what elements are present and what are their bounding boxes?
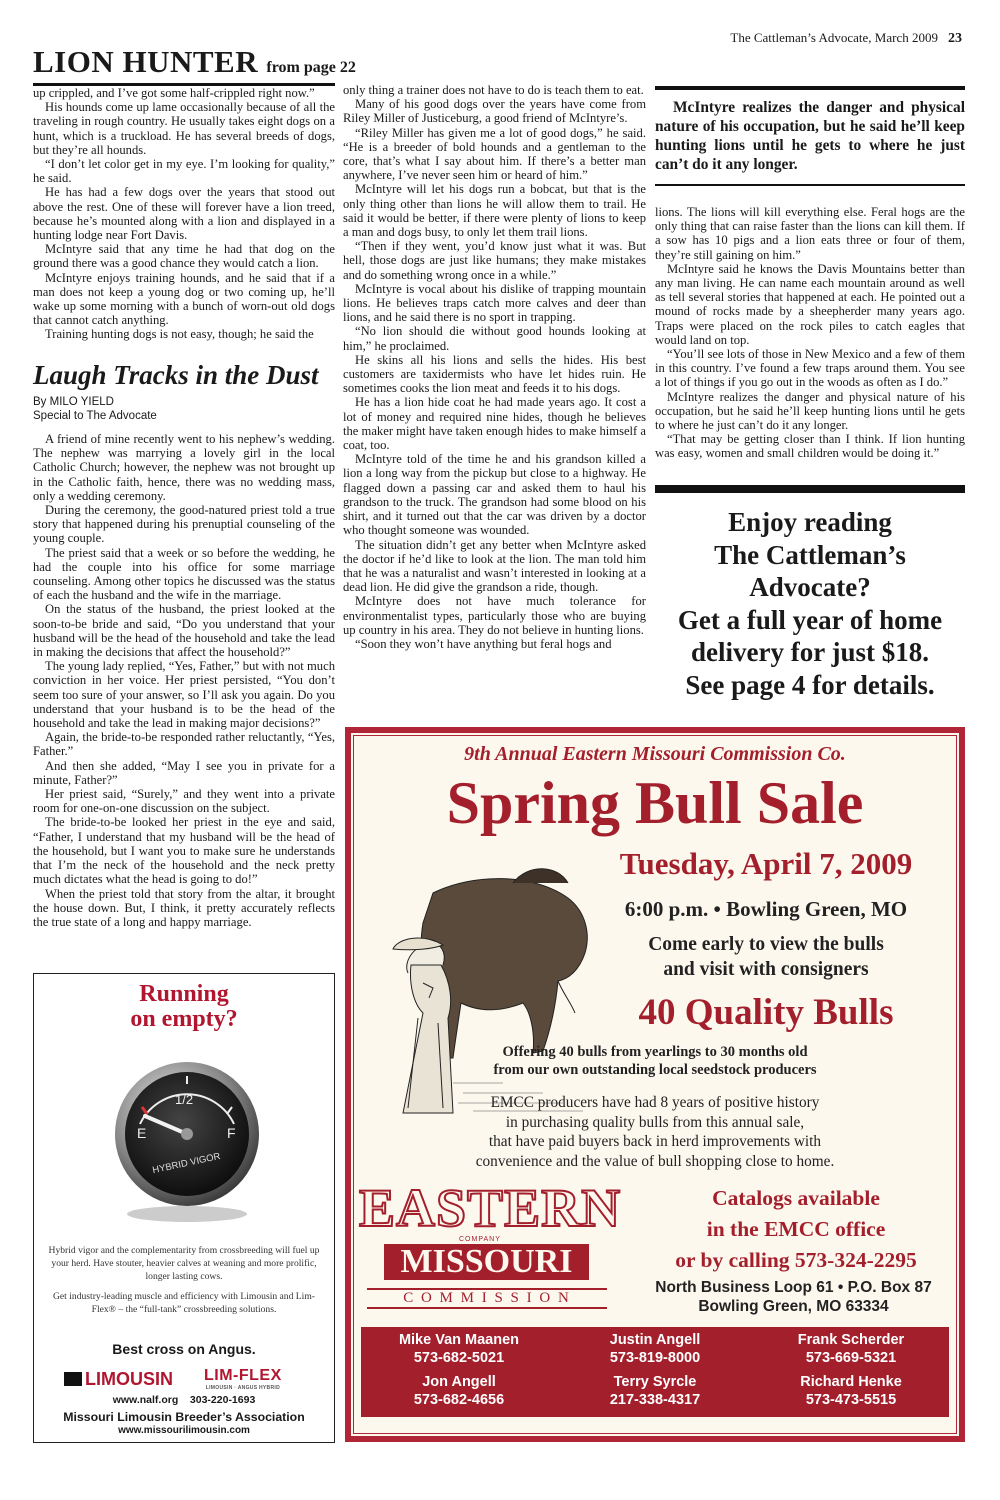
continued-from: from page 22 — [266, 59, 356, 76]
sale-date: Tuesday, April 7, 2009 — [619, 846, 913, 881]
paragraph: He skins all his lions and sells the hides. His best customers are taxidermists who have let hides ruin. He sometimes cooks the lion meat and feeds it to his dogs. — [343, 352, 646, 396]
paragraph: lions. The lions will kill everything else. Feral hogs are the only thing that can raise faster than the lions can kill them. If a sow has 10 pigs and a lion eats three or four of them, they’re still gaining on him.” — [655, 205, 965, 262]
association-website[interactable]: www.missourilimousin.com — [118, 1425, 250, 1436]
paragraph: McIntyre told of the time he and his grandson killed a lion a long way from the pickup but close to a highway. He flagged down a passing car and asked them to haul his grandson to the truck. The grandson had some blood on his shirt, and it turned out that the car was driven by a doctor who thought someone was wounded. — [343, 452, 646, 538]
paragraph: McIntyre said that any time he had that dog on the ground there was a good chance they would catch a lion. — [33, 242, 335, 271]
catalog-phone: or by calling 573-324-2295 — [675, 1248, 917, 1272]
contact-phone: 573-473-5515 — [805, 1392, 897, 1408]
paragraph: “Soon they won’t have anything but feral hogs and — [355, 636, 612, 651]
paragraph: “Then if they went, you’d know just what it was. But hell, those dogs are just like humans; they make mistakes and do something wrong once in a while.” — [343, 239, 646, 282]
paragraph: When the priest told that story from the altar, it brought the house down. But, I think, it pretty accurately reflects the true state of a long and happy marriage. — [33, 886, 335, 929]
ad-description-2: Get industry-leading muscle and efficiency with Limousin and Lim-Flex® – the “full-tank” crossbreeding solutions. — [53, 1291, 315, 1315]
paragraph: “Riley Miller has given me a lot of good dogs,” he said. “He is a breeder of bold hounds and a gentleman to the core, that’s what I say about him. If there’s a better man anywhere, I’ve never seen him or heard of him.” — [343, 125, 646, 183]
brand-logos — [64, 1365, 304, 1393]
paragraph: And then she added, “May I see you in private for a minute, Father?” — [33, 758, 335, 787]
emcc-line: EMCC producers have had 8 years of positive history — [490, 1094, 820, 1111]
publication-line: The Cattleman’s Advocate, March 2009 — [730, 30, 938, 45]
phone-number: 303-220-1693 — [189, 1394, 256, 1406]
paragraph: The young lady replied, “Yes, Father,” but with not much conviction in her voice. Her priest persisted, “You don’t seem too sure of your answer, so I’ll ask you again. Do you understand that your husband is to be the head of the household and take the lead in making major decisions?” — [33, 659, 335, 731]
association-name: Missouri Limousin Breeder’s Association — [63, 1410, 305, 1424]
limflex-logo — [204, 1367, 282, 1391]
contact-phone: 573-682-4656 — [413, 1392, 505, 1408]
promo-line: delivery for just $18. — [691, 637, 929, 667]
paragraph: “No lion should die without good hounds looking at him,” he proclaimed. — [343, 324, 646, 353]
contact-phone: 573-669-5321 — [805, 1350, 897, 1366]
logo-company: COMPANY — [459, 1236, 501, 1243]
paragraph: “That may be getting closer than I think. If lion hunting was easy, women and small children would be doing it.” — [655, 432, 965, 461]
tagline: Best cross on Angus. — [112, 1341, 256, 1357]
contact-name: Jon Angell — [422, 1374, 496, 1390]
come-early-text — [586, 932, 946, 982]
lion-hunter-header — [33, 44, 356, 80]
emcc-logo — [359, 1178, 622, 1322]
paragraph: McIntyre said he knows the Davis Mountains better than any man living. He can name each mountain around as well as tell several stories that happened at each. He pointed out a mound of rocks made by a sheepherder many years ago. Traps were placed on the rock piles to catch eagles that would land on top. — [655, 261, 965, 347]
author: By MILO YIELD — [33, 396, 114, 408]
quality-bulls-heading: 40 Quality Bulls — [638, 992, 894, 1033]
offering-line: Offering 40 bulls from yearlings to 30 months old — [502, 1044, 808, 1060]
pull-quote-text: McIntyre realizes the danger and physical nature of his occupation, but he said he’ll keep hunting lions until he gets to where he just can’t do it any longer. — [655, 99, 965, 173]
contact-name: Mike Van Maanen — [398, 1332, 520, 1348]
logo-missouri: MISSOURI — [400, 1243, 573, 1280]
contact-phone: 573-819-8000 — [609, 1350, 701, 1366]
paragraph: His hounds come up lame occasionally because of all the traveling in rough country. He usually takes eight dogs on a hunt, which is a truckload. He has several breeds of dogs, but they’re all hounds. — [33, 100, 335, 157]
catalog-line: Catalogs available — [712, 1186, 880, 1210]
paragraph: Again, the bride-to-be responded rather reluctantly, “Yes, Father.” — [33, 730, 335, 759]
promo-line: Advocate? — [749, 572, 871, 602]
paragraph: The priest said that a week or so before the wedding, he had the couple into his office for some marriage counseling. Among other topics he discussed was the status of each the husband and the wife in the marriage. — [33, 545, 335, 603]
come-early-line: and visit with consigners — [663, 959, 869, 980]
paragraph: During the ceremony, the good-natured priest told a true story that happened during his prenuptial counseling of the young couple. — [33, 503, 335, 546]
come-early-line: Come early to view the bulls — [648, 934, 884, 955]
contact-card — [361, 1331, 557, 1367]
paragraph: He has a lion hide coat he had made years ago. It cost a lot of money and required nine hides, though he believes the maker might have taken enough hides to make himself a coat, too. — [343, 395, 646, 453]
lion-hunter-col2 — [343, 83, 646, 699]
logo-commission: C O M M I S S I O N — [367, 1288, 607, 1309]
paragraph: On the status of the husband, the priest looked at the soon-to-be bride and said, “Do you understand that your husband will be the head of the household and take the lead in making the decisions that affect the household?” — [33, 602, 335, 660]
headline-line: on empty? — [130, 1006, 238, 1032]
offering-text — [351, 1043, 959, 1079]
bull-and-rancher-illustration — [363, 853, 603, 1123]
contacts-grid — [361, 1327, 949, 1409]
paragraph: McIntyre does not have much tolerance for environmentalist types, particularly those who are buying up country in his area. They do not believe in hunting lions. — [343, 594, 646, 637]
special-credit: Special to The Advocate — [33, 410, 157, 422]
paragraph: “I don’t let color get in my eye. I’m looking for quality,” he said. — [33, 157, 335, 186]
bull-sale-ad — [345, 727, 965, 1442]
lion-hunter-col1 — [33, 86, 335, 342]
annual-heading: 9th Annual Eastern Missouri Commission Co. — [464, 743, 846, 765]
contact-phone: 217-338-4317 — [609, 1392, 701, 1408]
paragraph: only thing a trainer does not have to do is teach them to eat. — [343, 83, 644, 97]
subscription-promo — [655, 506, 965, 701]
laugh-tracks-body — [33, 432, 335, 929]
contact-name: Justin Angell — [609, 1332, 701, 1348]
ad-headline — [34, 982, 334, 1032]
headline-line: Running — [139, 981, 229, 1007]
paragraph: The bride-to-be looked her priest in the eye and said, “Father, I understand that my husband will be the head of the household, but I want you to make sure he understands that I’m the neck of the household and the neck pretty much dictates what the head is going to do!” — [33, 815, 335, 887]
fuel-gauge-icon — [112, 1054, 262, 1224]
contact-line — [34, 1394, 334, 1406]
gauge-caption: HYBRID VIGOR — [151, 1150, 222, 1177]
contact-card — [557, 1373, 753, 1409]
address-line: North Business Loop 61 • P.O. Box 87 — [655, 1279, 932, 1296]
contact-card — [361, 1373, 557, 1409]
offering-line: from our own outstanding local seedstock producers — [493, 1062, 817, 1078]
limousin-logo-text: LIMOUSIN — [85, 1369, 173, 1389]
emcc-line: convenience and the value of bull shopping close to home. — [475, 1152, 835, 1170]
lion-hunter-col3 — [655, 205, 965, 461]
contact-name: Richard Henke — [800, 1374, 902, 1390]
ad-description: Hybrid vigor and the complementarity from crossbreeding will fuel up your herd. Have stouter, heavier calves at weaning and more prolific, longer lasting cows. — [48, 1245, 320, 1282]
paragraph: McIntyre realizes the danger and physical nature of his occupation, but he said he’ll keep hunting lions until he gets to where he just can’t do it any longer. — [655, 389, 965, 433]
page-number: 23 — [948, 31, 962, 46]
contact-card — [557, 1331, 753, 1367]
limflex-logo-text: LIM-FLEX — [204, 1367, 282, 1384]
emcc-history-text — [351, 1093, 959, 1171]
gauge-full-label: F — [227, 1125, 236, 1141]
gauge-empty-label: E — [137, 1125, 147, 1141]
running-head — [730, 30, 962, 47]
promo-line: Enjoy reading — [728, 507, 892, 537]
catalog-info — [631, 1183, 961, 1276]
contact-name: Frank Scherder — [797, 1332, 905, 1348]
paragraph: up crippled, and I’ve got some half-crippled right now.” — [33, 86, 315, 100]
paragraph: Her priest said, “Surely,” and they went into a private room for one-on-one discussion on the subject. — [33, 787, 335, 816]
limousin-ad — [33, 973, 335, 1443]
catalog-line: in the EMCC office — [706, 1217, 886, 1241]
paragraph: “You’ll see lots of those in New Mexico and a few of them in this country. I’ve found a few traps around them. You see a lot of things if you go out in the woods as often as I do.” — [655, 347, 965, 390]
promo-line: The Cattleman’s — [714, 539, 906, 570]
paragraph: McIntyre is vocal about his dislike of trapping mountain lions. He believes traps catch more calves and deer than lions, and he said there is no sport in trapping. — [343, 281, 646, 325]
byline — [33, 395, 157, 423]
paragraph: He has had a few dogs over the years that stood out above the rest. One of these will forever have a lion treed, because he’s mounted along with a lion and displayed in a hunting lodge near Fort Davis. — [33, 185, 335, 243]
pull-quote — [655, 86, 965, 186]
address-line: Bowling Green, MO 63334 — [698, 1298, 889, 1315]
paragraph: McIntyre will let his dogs run a bobcat, but that is the only thing other than lions he will allow them to trail. He said it would be better, if there were plenty of lions to keep a man and dogs busy, to only let them trail lions. — [343, 182, 646, 240]
contact-card — [753, 1331, 949, 1367]
mailing-address — [621, 1278, 966, 1316]
emcc-line: that have paid buyers back in herd improvements with — [488, 1133, 822, 1150]
limousin-logo — [64, 1369, 173, 1390]
paragraph: Training hunting dogs is not easy, though; he said the — [45, 327, 314, 342]
paragraph: Many of his good dogs over the years have come from Riley Miller of Justiceburg, a good friend of McIntyre’s. — [343, 97, 646, 126]
promo-line: Get a full year of home — [677, 604, 943, 635]
sale-time-place: 6:00 p.m. • Bowling Green, MO — [624, 897, 908, 921]
laugh-tracks-title: Laugh Tracks in the Dust — [33, 360, 319, 390]
paragraph: The situation didn’t get any better when McIntyre asked the doctor if he’d like to look at the lion. The man told him that he was a naturalist and wasn’t interested in looking at a dead lion. He did give the grandson a ride, though. — [343, 537, 646, 595]
logo-eastern: EASTERN — [359, 1178, 622, 1238]
contact-name: Terry Syrcle — [613, 1374, 697, 1390]
contacts-panel — [361, 1327, 949, 1417]
spring-bull-sale-title: Spring Bull Sale — [446, 770, 864, 836]
emcc-line: in purchasing quality bulls from this annual sale, — [505, 1113, 805, 1131]
paragraph: McIntyre enjoys training hounds, and he said that if a man does not keep a young dog or two coming up, he’ll wake up some morning with a bunch of worn-out old dogs that cannot catch anything. — [33, 270, 335, 328]
promo-line: See page 4 for details. — [685, 669, 935, 700]
limflex-subline: LIMOUSIN · ANGUS HYBRID — [205, 1385, 280, 1391]
section-divider — [655, 485, 965, 493]
contact-card — [753, 1373, 949, 1409]
contact-phone: 573-682-5021 — [413, 1350, 505, 1366]
lion-hunter-title: LION HUNTER — [33, 44, 259, 79]
paragraph: A friend of mine recently went to his nephew’s wedding. The nephew was marrying a lovely girl in the local Catholic Church; however, the nephew was not brought up in the Catholic faith, hence, there was no wedding mass, only a wedding ceremony. — [33, 432, 335, 503]
gauge-half-label: 1/2 — [175, 1092, 194, 1107]
website-link[interactable]: www.nalf.org — [112, 1394, 179, 1406]
